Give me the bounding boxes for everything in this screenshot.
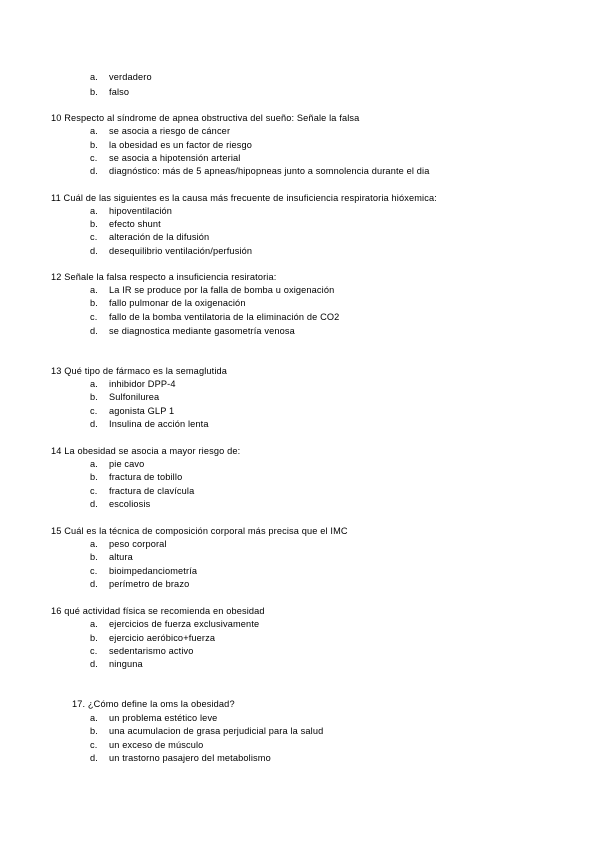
option-d: d. desequilibrio ventilación/perfusión [90, 246, 253, 256]
option-b: b. efecto shunt [90, 219, 161, 229]
option-c: c. agonista GLP 1 [90, 406, 175, 416]
option-c: c. un exceso de músculo [90, 740, 204, 750]
question-16: 16 qué actividad física se recomienda en obesidad [51, 606, 265, 616]
option-a: a. ejercicios de fuerza exclusivamente [90, 619, 260, 629]
option-a: a. un problema estético leve [90, 713, 218, 723]
question-15: 15 Cuál es la técnica de composición corporal más precisa que el IMC [51, 526, 348, 536]
option-a: a. hipoventilación [90, 206, 173, 216]
option-b: b. la obesidad es un factor de riesgo [90, 140, 253, 150]
question-12: 12 Señale la falsa respecto a insuficiencia resiratoria: [51, 272, 277, 282]
option-c: c. sedentarismo activo [90, 646, 194, 656]
question-14: 14 La obesidad se asocia a mayor riesgo de: [51, 446, 241, 456]
question-10: 10 Respecto al síndrome de apnea obstructiva del sueño: Señale la falsa [51, 113, 360, 123]
option-d: d. ninguna [90, 659, 143, 669]
option-d: d. se diagnostica mediante gasometría venosa [90, 326, 295, 336]
option-a: a. inhibidor DPP-4 [90, 379, 176, 389]
option-b: b. fallo pulmonar de la oxigenación [90, 298, 246, 308]
question-11: 11 Cuál de las siguientes es la causa más frecuente de insuficiencia respiratoria hióxemica: [51, 193, 437, 203]
option-b: b. una acumulacion de grasa perjudicial para la salud [90, 726, 324, 736]
option-b: b. altura [90, 552, 133, 562]
option-c: c. fractura de clavícula [90, 486, 195, 496]
option-a: a. pie cavo [90, 459, 145, 469]
option-b: b. falso [90, 87, 130, 97]
option-d: d. perímetro de brazo [90, 579, 190, 589]
option-a: a. La IR se produce por la falla de bomba u oxigenación [90, 285, 335, 295]
option-a: a. verdadero [90, 72, 152, 82]
option-a: a. peso corporal [90, 539, 167, 549]
option-d: d. diagnóstico: más de 5 apneas/hipopneas junto a somnolencia durante el dia [90, 166, 430, 176]
option-c: c. fallo de la bomba ventilatoria de la eliminación de CO2 [90, 312, 340, 322]
option-d: d. un trastorno pasajero del metabolismo [90, 753, 271, 763]
option-b: b. Sulfonilurea [90, 392, 160, 402]
option-b: b. ejercicio aeróbico+fuerza [90, 633, 216, 643]
question-17: 17. ¿Cómo define la oms la obesidad? [72, 699, 235, 709]
option-d: d. escoliosis [90, 499, 151, 509]
option-c: c. alteración de la difusión [90, 232, 210, 242]
question-13: 13 Qué tipo de fármaco es la semaglutida [51, 366, 228, 376]
option-c: c. se asocia a hipotensión arterial [90, 153, 241, 163]
option-a: a. se asocia a riesgo de cáncer [90, 126, 231, 136]
option-d: d. Insulina de acción lenta [90, 419, 209, 429]
option-c: c. bioimpedanciometría [90, 566, 198, 576]
option-b: b. fractura de tobillo [90, 472, 183, 482]
